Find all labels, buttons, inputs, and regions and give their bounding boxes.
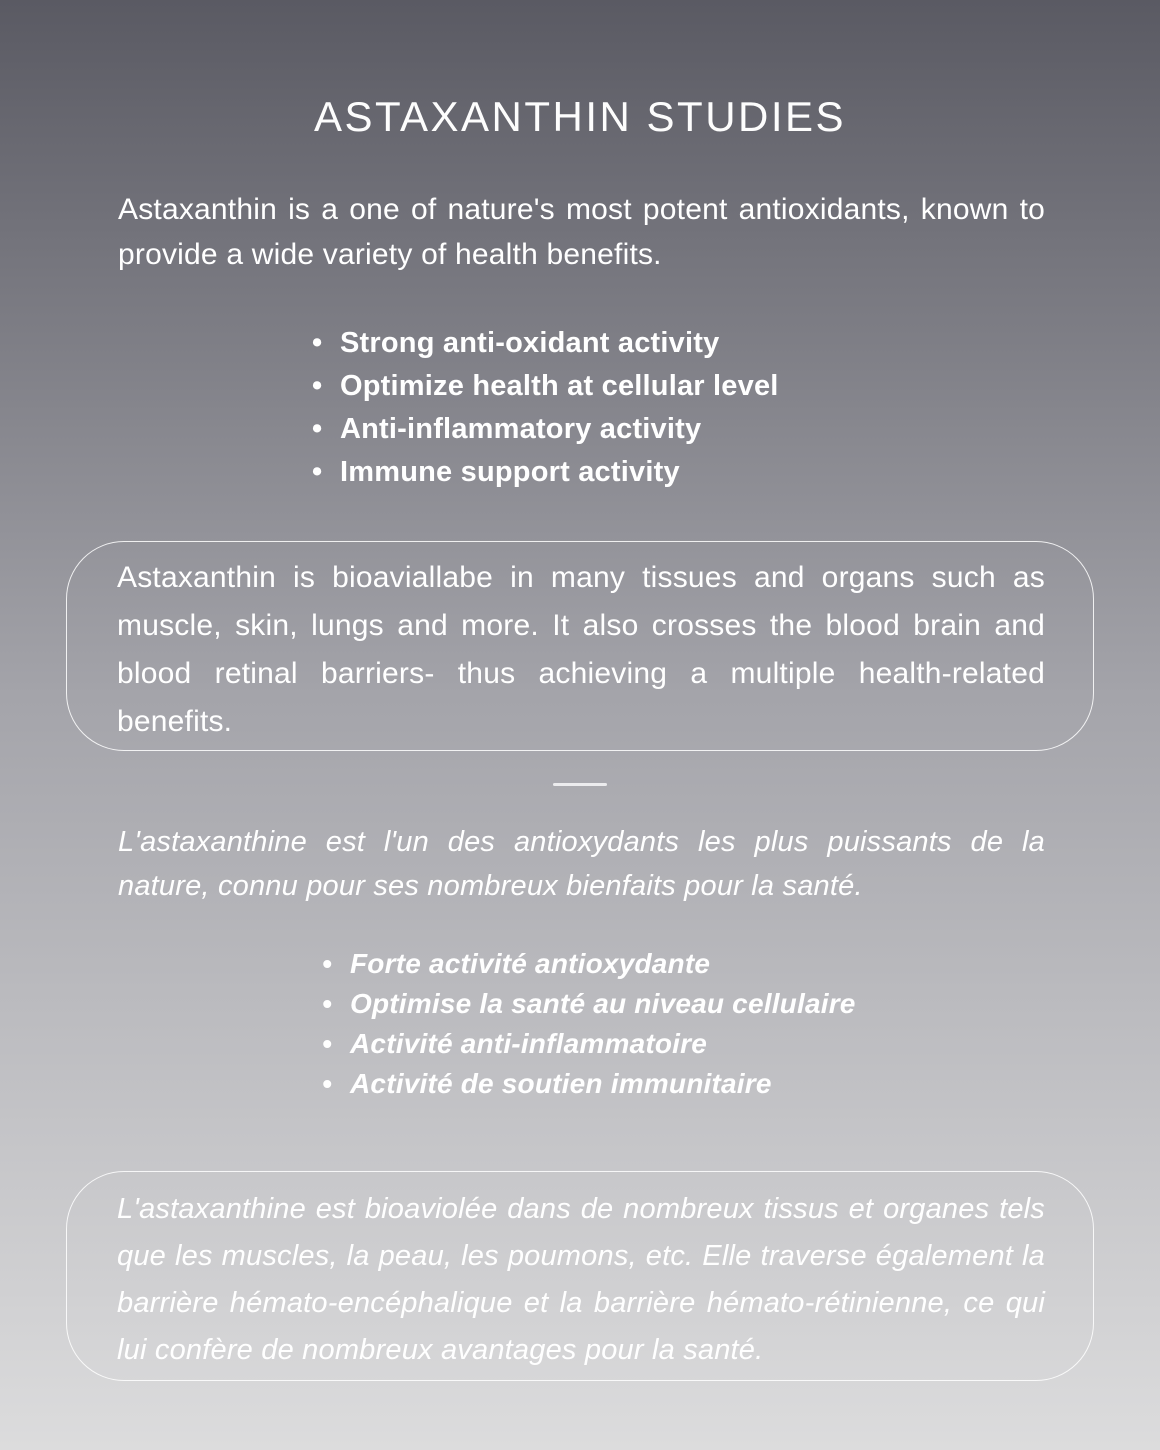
list-item-label: Optimise la santé au niveau cellulaire [350, 988, 856, 1019]
section-divider [553, 783, 607, 786]
list-item [322, 1064, 1160, 1104]
list-item [322, 944, 1160, 984]
list-item [312, 408, 1160, 451]
list-item [322, 984, 1160, 1024]
bullet-icon: • [312, 370, 323, 402]
list-item [322, 1024, 1160, 1064]
bullet-icon: • [322, 1028, 333, 1059]
bullet-icon: • [312, 327, 323, 359]
list-item-label: Forte activité antioxydante [350, 948, 711, 979]
list-item-label: Strong anti-oxidant activity [340, 327, 720, 359]
list-item-label: Activité anti-inflammatoire [350, 1028, 708, 1059]
page-title: ASTAXANTHIN STUDIES [313, 93, 847, 140]
french-box-text: L'astaxanthine est bioaviolée dans de nombreux tissus et organes tels que les muscles, la peau, les poumons, etc. Elle traverse également la barrière hémato-encéphalique et la barrière hémato-rétinienne, ce qui lui confère de nombreux avantages pour la santé. [117, 1193, 1045, 1366]
bullet-icon: • [312, 456, 323, 488]
list-item-label: Activité de soutien immunitaire [350, 1068, 772, 1099]
english-box-text: Astaxanthin is bioaviallabe in many tissues and organs such as muscle, skin, lungs and more. It also crosses the blood brain and blood retinal barriers- thus achieving a multiple health-related benefits. [117, 561, 1045, 738]
english-bioavailability-box [66, 541, 1094, 751]
french-bioavailability-box [66, 1171, 1094, 1381]
list-item-label: Anti-inflammatory activity [340, 413, 702, 445]
english-intro-paragraph: Astaxanthin is a one of nature's most potent antioxidants, known to provide a wide variety of health benefits. [118, 193, 1045, 271]
bullet-icon: • [322, 988, 333, 1019]
english-benefits-list [312, 322, 1160, 494]
bullet-icon: • [322, 1068, 333, 1099]
list-item [312, 322, 1160, 365]
list-item-label: Immune support activity [340, 456, 680, 488]
list-item [312, 365, 1160, 408]
bullet-icon: • [312, 413, 323, 445]
list-item-label: Optimize health at cellular level [340, 370, 779, 402]
list-item [312, 451, 1160, 494]
french-benefits-list [322, 944, 1160, 1104]
bullet-icon: • [322, 948, 333, 979]
french-intro-paragraph: L'astaxanthine est l'un des antioxydants les plus puissants de la nature, connu pour ses nombreux bienfaits pour la santé. [118, 826, 1045, 902]
